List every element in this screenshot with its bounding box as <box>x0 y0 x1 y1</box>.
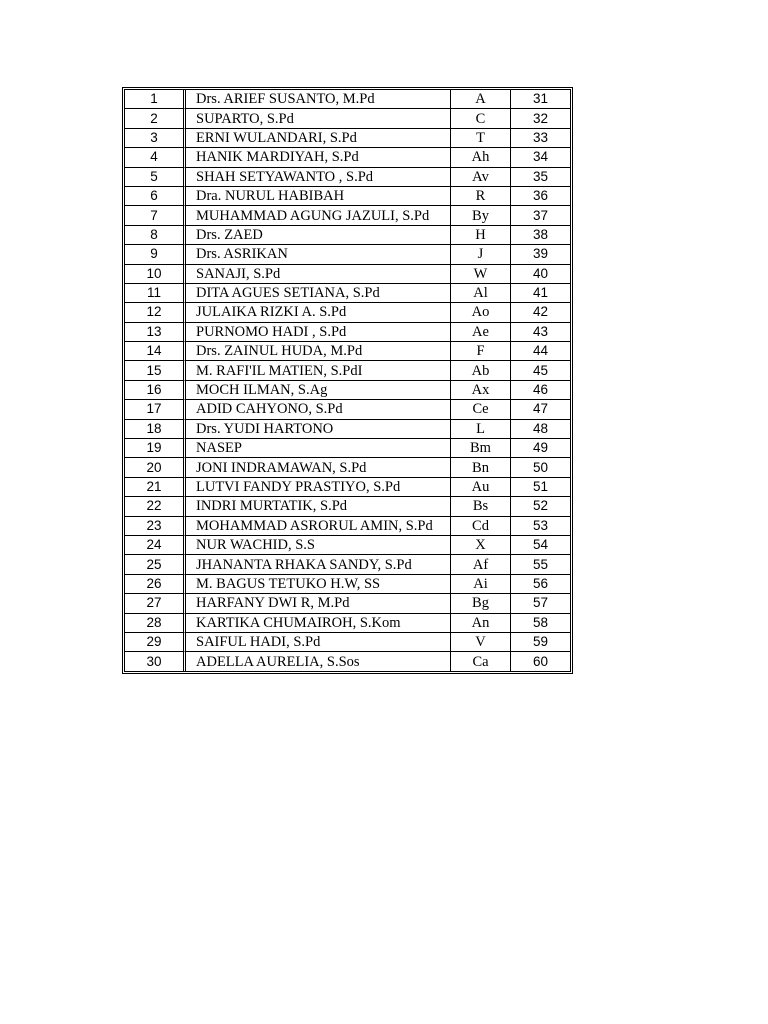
teacher-code-cell: V <box>451 633 511 652</box>
row-number-cell: 29 <box>125 633 186 652</box>
teacher-name-cell: SHAH SETYAWANTO , S.Pd <box>186 168 451 187</box>
teacher-name-cell: JONI INDRAMAWAN, S.Pd <box>186 458 451 477</box>
teacher-code-cell: C <box>451 109 511 128</box>
table-row <box>125 575 570 594</box>
teacher-name-cell: Drs. YUDI HARTONO <box>186 420 451 439</box>
row-number-cell: 6 <box>125 187 186 206</box>
row-number-cell: 2 <box>125 109 186 128</box>
table-row <box>125 381 570 400</box>
row-number-cell: 20 <box>125 458 186 477</box>
row-number-cell: 21 <box>125 478 186 497</box>
teacher-name-cell: MOCH ILMAN, S.Ag <box>186 381 451 400</box>
teacher-code-cell: Ax <box>451 381 511 400</box>
teacher-code-table <box>122 87 573 674</box>
table-row <box>125 517 570 536</box>
teacher-name-cell: M. BAGUS TETUKO H.W, SS <box>186 575 451 594</box>
sequence-number-cell: 46 <box>511 381 570 400</box>
teacher-name-cell: DITA AGUES SETIANA, S.Pd <box>186 284 451 303</box>
table-row <box>125 323 570 342</box>
row-number-cell: 27 <box>125 594 186 613</box>
sequence-number-cell: 31 <box>511 90 570 109</box>
row-number-cell: 24 <box>125 536 186 555</box>
sequence-number-cell: 32 <box>511 109 570 128</box>
table-row <box>125 361 570 380</box>
table-row <box>125 168 570 187</box>
teacher-code-cell: Au <box>451 478 511 497</box>
sequence-number-cell: 56 <box>511 575 570 594</box>
sequence-number-cell: 45 <box>511 361 570 380</box>
row-number-cell: 13 <box>125 323 186 342</box>
teacher-code-cell: An <box>451 614 511 633</box>
row-number-cell: 16 <box>125 381 186 400</box>
teacher-name-cell: ADID CAHYONO, S.Pd <box>186 400 451 419</box>
teacher-code-cell: Al <box>451 284 511 303</box>
table-row <box>125 284 570 303</box>
table-row <box>125 245 570 264</box>
row-number-cell: 25 <box>125 555 186 574</box>
sequence-number-cell: 42 <box>511 303 570 322</box>
row-number-cell: 23 <box>125 517 186 536</box>
table-row <box>125 206 570 225</box>
table-row <box>125 458 570 477</box>
table-row <box>125 90 570 109</box>
row-number-cell: 10 <box>125 265 186 284</box>
teacher-code-cell: Bn <box>451 458 511 477</box>
teacher-name-cell: LUTVI FANDY PRASTIYO, S.Pd <box>186 478 451 497</box>
table-body <box>125 90 570 671</box>
teacher-name-cell: HANIK MARDIYAH, S.Pd <box>186 148 451 167</box>
teacher-code-cell: Ao <box>451 303 511 322</box>
teacher-name-cell: PURNOMO HADI , S.Pd <box>186 323 451 342</box>
sequence-number-cell: 58 <box>511 614 570 633</box>
teacher-code-cell: J <box>451 245 511 264</box>
table-row <box>125 478 570 497</box>
teacher-code-cell: Af <box>451 555 511 574</box>
table-row <box>125 614 570 633</box>
teacher-name-cell: SANAJI, S.Pd <box>186 265 451 284</box>
teacher-name-cell: NASEP <box>186 439 451 458</box>
sequence-number-cell: 49 <box>511 439 570 458</box>
teacher-code-cell: Ae <box>451 323 511 342</box>
sequence-number-cell: 54 <box>511 536 570 555</box>
sequence-number-cell: 36 <box>511 187 570 206</box>
row-number-cell: 1 <box>125 90 186 109</box>
teacher-code-cell: Ai <box>451 575 511 594</box>
sequence-number-cell: 33 <box>511 129 570 148</box>
table-row <box>125 187 570 206</box>
table-row <box>125 303 570 322</box>
sequence-number-cell: 39 <box>511 245 570 264</box>
row-number-cell: 19 <box>125 439 186 458</box>
teacher-name-cell: Drs. ZAED <box>186 226 451 245</box>
table-row <box>125 400 570 419</box>
teacher-code-cell: H <box>451 226 511 245</box>
teacher-code-cell: Bg <box>451 594 511 613</box>
teacher-code-cell: X <box>451 536 511 555</box>
table-row <box>125 536 570 555</box>
row-number-cell: 26 <box>125 575 186 594</box>
row-number-cell: 17 <box>125 400 186 419</box>
teacher-code-cell: A <box>451 90 511 109</box>
teacher-name-cell: KARTIKA CHUMAIROH, S.Kom <box>186 614 451 633</box>
row-number-cell: 4 <box>125 148 186 167</box>
table-row <box>125 652 570 670</box>
teacher-code-cell: Av <box>451 168 511 187</box>
table-row <box>125 109 570 128</box>
teacher-code-cell: Bm <box>451 439 511 458</box>
sequence-number-cell: 38 <box>511 226 570 245</box>
teacher-name-cell: MUHAMMAD AGUNG JAZULI, S.Pd <box>186 206 451 225</box>
row-number-cell: 9 <box>125 245 186 264</box>
table-row <box>125 226 570 245</box>
sequence-number-cell: 59 <box>511 633 570 652</box>
teacher-name-cell: NUR WACHID, S.S <box>186 536 451 555</box>
teacher-name-cell: INDRI MURTATIK, S.Pd <box>186 497 451 516</box>
row-number-cell: 3 <box>125 129 186 148</box>
sequence-number-cell: 53 <box>511 517 570 536</box>
row-number-cell: 15 <box>125 361 186 380</box>
teacher-name-cell: ADELLA AURELIA, S.Sos <box>186 652 451 670</box>
row-number-cell: 11 <box>125 284 186 303</box>
teacher-code-cell: R <box>451 187 511 206</box>
teacher-code-cell: Ce <box>451 400 511 419</box>
sequence-number-cell: 34 <box>511 148 570 167</box>
teacher-name-cell: Drs. ASRIKAN <box>186 245 451 264</box>
teacher-name-cell: M. RAFI'IL MATIEN, S.PdI <box>186 361 451 380</box>
sequence-number-cell: 35 <box>511 168 570 187</box>
sequence-number-cell: 44 <box>511 342 570 361</box>
teacher-name-cell: MOHAMMAD ASRORUL AMIN, S.Pd <box>186 517 451 536</box>
teacher-name-cell: JULAIKA RIZKI A. S.Pd <box>186 303 451 322</box>
row-number-cell: 8 <box>125 226 186 245</box>
teacher-code-cell: Ab <box>451 361 511 380</box>
table-row <box>125 594 570 613</box>
sequence-number-cell: 48 <box>511 420 570 439</box>
sequence-number-cell: 47 <box>511 400 570 419</box>
teacher-code-cell: Bs <box>451 497 511 516</box>
teacher-code-cell: F <box>451 342 511 361</box>
teacher-name-cell: HARFANY DWI R, M.Pd <box>186 594 451 613</box>
row-number-cell: 14 <box>125 342 186 361</box>
teacher-name-cell: SAIFUL HADI, S.Pd <box>186 633 451 652</box>
row-number-cell: 18 <box>125 420 186 439</box>
teacher-code-cell: L <box>451 420 511 439</box>
table-row <box>125 265 570 284</box>
sequence-number-cell: 40 <box>511 265 570 284</box>
row-number-cell: 22 <box>125 497 186 516</box>
row-number-cell: 5 <box>125 168 186 187</box>
sequence-number-cell: 55 <box>511 555 570 574</box>
teacher-code-cell: By <box>451 206 511 225</box>
table-row <box>125 439 570 458</box>
row-number-cell: 7 <box>125 206 186 225</box>
row-number-cell: 30 <box>125 652 186 670</box>
teacher-code-cell: Cd <box>451 517 511 536</box>
teacher-code-cell: Ah <box>451 148 511 167</box>
table-row <box>125 148 570 167</box>
row-number-cell: 28 <box>125 614 186 633</box>
teacher-name-cell: Drs. ARIEF SUSANTO, M.Pd <box>186 90 451 109</box>
sequence-number-cell: 37 <box>511 206 570 225</box>
teacher-code-cell: W <box>451 265 511 284</box>
table-row <box>125 497 570 516</box>
teacher-name-cell: JHANANTA RHAKA SANDY, S.Pd <box>186 555 451 574</box>
sequence-number-cell: 57 <box>511 594 570 613</box>
sequence-number-cell: 60 <box>532 653 549 669</box>
sequence-number-cell: 41 <box>511 284 570 303</box>
sequence-number-cell: 50 <box>511 458 570 477</box>
teacher-name-cell: Drs. ZAINUL HUDA, M.Pd <box>186 342 451 361</box>
teacher-code-cell: Ca <box>451 652 511 670</box>
sequence-number-cell: 52 <box>511 497 570 516</box>
row-number-cell: 12 <box>125 303 186 322</box>
teacher-name-cell: ERNI WULANDARI, S.Pd <box>186 129 451 148</box>
table-row <box>125 342 570 361</box>
table-row <box>125 555 570 574</box>
teacher-code-cell: T <box>451 129 511 148</box>
sequence-number-cell: 43 <box>511 323 570 342</box>
teacher-name-cell: SUPARTO, S.Pd <box>186 109 451 128</box>
table-row <box>125 129 570 148</box>
table-row <box>125 633 570 652</box>
sequence-number-cell: 51 <box>511 478 570 497</box>
table-row <box>125 420 570 439</box>
teacher-name-cell: Dra. NURUL HABIBAH <box>186 187 451 206</box>
